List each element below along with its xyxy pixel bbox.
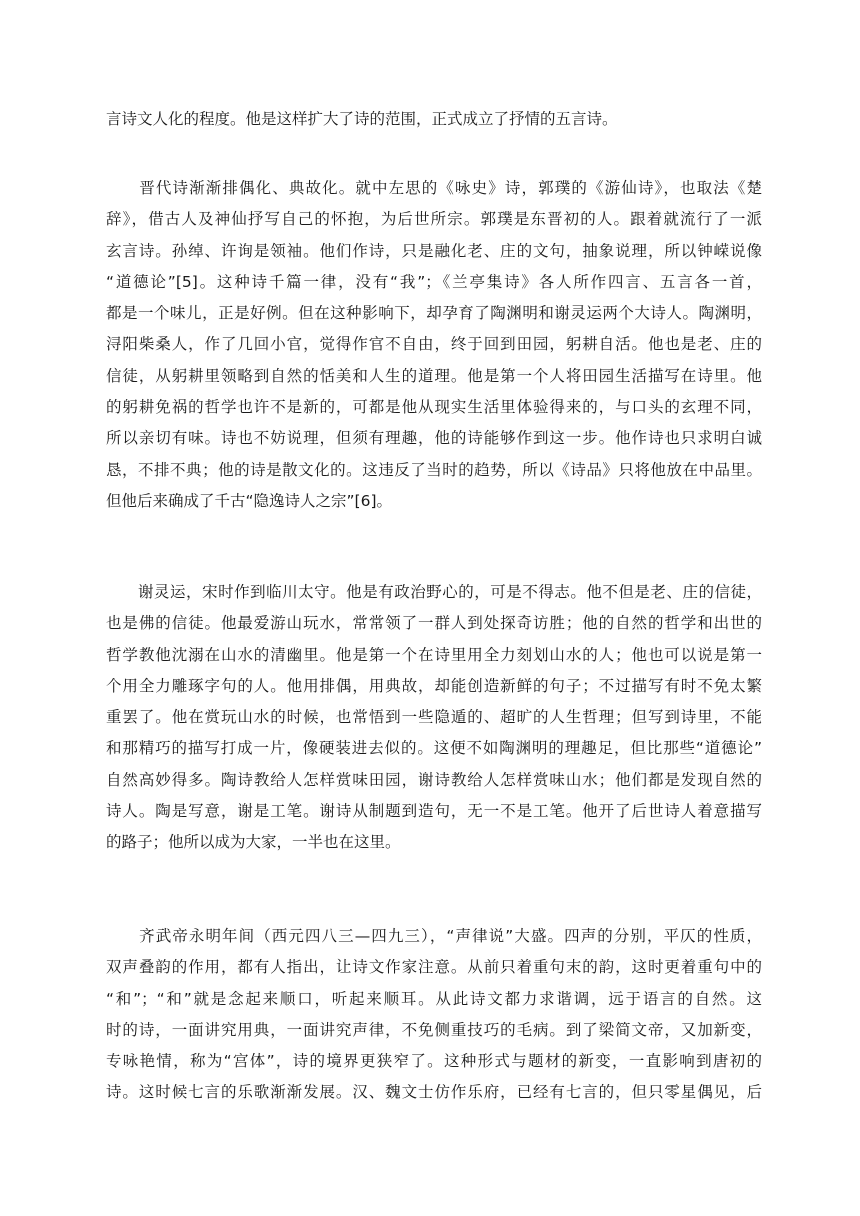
- text-line: 玄言诗。孙绰、许询是领袖。他们作诗，只是融化老、庄的文句，抽象说理，所以钟嵘说像: [106, 241, 762, 260]
- text-line: 齐武帝永明年间（西元四八三—四九三），“声律说”大盛。四声的分别，平仄的性质，: [106, 927, 762, 945]
- text-line: 晋代诗渐渐排偶化、典故化。就中左思的《咏史》诗，郭璞的《游仙诗》，也取法《楚: [106, 179, 762, 197]
- text-line: 诗人。陶是写意，谢是工笔。谢诗从制题到造句，无一不是工笔。他开了后世诗人着意描写: [106, 802, 762, 821]
- paragraph-continuation: [106, 104, 762, 135]
- text-line: 但他后来确成了千古“隐逸诗人之宗”[6]。: [106, 491, 393, 510]
- text-line: 信徒，从躬耕里领略到自然的恬美和人生的道理。他是第一个人将田园生活描写在诗里。他: [106, 366, 762, 385]
- text-line: 言诗文人化的程度。他是这样扩大了诗的范围，正式成立了抒情的五言诗。: [106, 110, 618, 128]
- text-line: 自然高妙得多。陶诗教给人怎样赏味田园，谢诗教给人怎样赏味山水；他们都是发现自然的: [106, 770, 762, 789]
- text-line: 诗。这时候七言的乐歌渐渐发展。汉、魏文士仿作乐府，已经有七言的，但只零星偶见，后: [106, 1083, 762, 1102]
- text-line: 谢灵运，宋时作到临川太守。他是有政治野心的，可是不得志。他不但是老、庄的信徒，: [106, 583, 762, 601]
- text-line: 的路子；他所以成为大家，一半也在这里。: [106, 833, 401, 852]
- text-line: “和”；“和”就是念起来顺口，听起来顺耳。从此诗文都力求谐调，远于语言的自然。这: [106, 989, 762, 1008]
- text-line: 恳，不排不典；他的诗是散文化的。这违反了当时的趋势，所以《诗品》只将他放在中品里。: [106, 460, 762, 479]
- paragraph-jin-poetry: [106, 173, 762, 517]
- text-line: 的躬耕免祸的哲学也许不是新的，可都是他从现实生活里体验得来的，与口头的玄理不同，: [106, 398, 762, 417]
- text-line: 哲学教他沈溺在山水的清幽里。他是第一个在诗里用全力刻划山水的人；他也可以说是第一: [106, 645, 762, 664]
- text-line: 专咏艳情，称为“宫体”，诗的境界更狭窄了。这种形式与题材的新变，一直影响到唐初的: [106, 1052, 762, 1071]
- text-line: 双声叠韵的作用，都有人指出，让诗文作家注意。从前只着重句末的韵，这时更着重句中的: [106, 958, 762, 977]
- text-line: 和那精巧的描写打成一片，像硬装进去似的。这便不如陶渊明的理趣足，但比那些“道德论”: [106, 739, 762, 758]
- text-line: 所以亲切有味。诗也不妨说理，但须有理趣，他的诗能够作到这一步。他作诗也只求明白诚: [106, 429, 762, 448]
- paragraph-yongming-era: [106, 921, 762, 1109]
- text-line: 重罢了。他在赏玩山水的时候，也常悟到一些隐遁的、超旷的人生哲理；但写到诗里，不能: [106, 708, 762, 727]
- text-line: 时的诗，一面讲究用典，一面讲究声律，不免侧重技巧的毛病。到了梁简文帝，又加新变，: [106, 1020, 762, 1039]
- paragraph-xie-lingyun: [106, 577, 762, 859]
- text-line: 辞》，借古人及神仙抒写自己的怀抱，为后世所宗。郭璞是东晋初的人。跟着就流行了一派: [106, 210, 762, 229]
- text-line: 个用全力雕琢字句的人。他用排偶，用典故，却能创造新鲜的句子；不过描写有时不免太繁: [106, 676, 762, 695]
- text-line: “道德论”[5]。这种诗千篇一律，没有“我”；《兰亭集诗》各人所作四言、五言各一首，: [106, 272, 762, 291]
- text-line: 也是佛的信徒。他最爱游山玩水，常常领了一群人到处探奇访胜；他的自然的哲学和出世的: [106, 614, 762, 633]
- text-line: 都是一个味儿，正是好例。但在这种影响下，却孕育了陶渊明和谢灵运两个大诗人。陶渊明，: [106, 304, 762, 323]
- text-line: 浔阳柴桑人，作了几回小官，觉得作官不自由，终于回到田园，躬耕自活。他也是老、庄的: [106, 335, 762, 354]
